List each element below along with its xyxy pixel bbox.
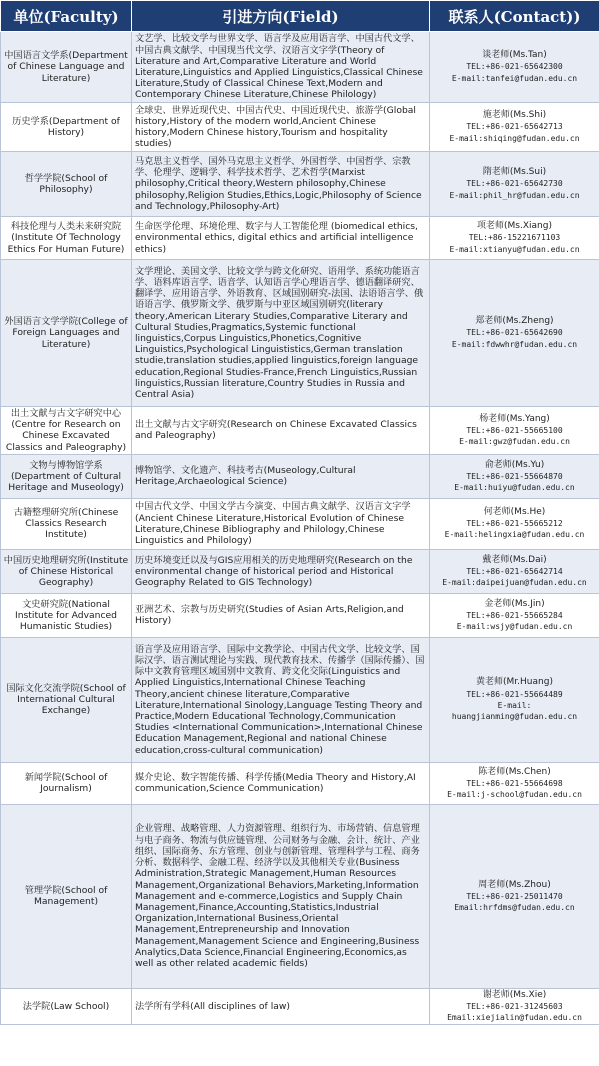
table-row <box>1 549 599 593</box>
field-cell: 马克思主义哲学、国外马克思主义哲学、外国哲学、中国哲学、宗教学、伦理学、逻辑学、科学技术哲学、艺术哲学(Marxist philosophy,Critical theory,Western philosophy,Chinese philosophy,Religion Studies,Ethics,Logic,Philosophy of Science and Technology,Philosophy-Art) <box>132 152 430 217</box>
contact-name: 施老师(Ms.Shi) <box>482 110 547 121</box>
field-cell: 博物馆学、文化遗产、科技考古(Museology,Cultural Heritage,Archaeological Science) <box>132 454 430 498</box>
contact-tel: TEL:+86-021-65642690 <box>466 328 563 338</box>
table-row <box>1 498 599 549</box>
faculty-cell: 文物与博物馆学系(Department of Cultural Heritage and Museology) <box>1 454 132 498</box>
field-cell: 中国古代文学、中国文学古今演变、中国古典文献学、汉语言文字学(Ancient Chinese Literature,Historical Evolution of Chinese Literature,Chinese Bibliography and Philology,Chinese Linguistics and Philology) <box>132 498 430 549</box>
contact-name: 戴老师(Ms.Dai) <box>482 554 547 565</box>
faculty-cell: 国际文化交流学院(School of International Cultural Exchange) <box>1 637 132 762</box>
contact-tel: TEL:+86-021-65642300 <box>466 62 563 72</box>
contact-name: 谢老师(Ms.Xie) <box>482 989 547 1000</box>
contact-name: 陈老师(Ms.Chen) <box>478 766 551 777</box>
header-faculty: 单位(Faculty) <box>1 1 132 32</box>
contact-cell <box>430 32 599 103</box>
contact-name: 黄老师(Mr.Huang) <box>476 677 553 688</box>
table-row <box>1 217 599 260</box>
table-row <box>1 593 599 637</box>
contact-tel: TEL:+86-15221671103 <box>468 233 561 243</box>
contact-email[interactable]: E-mail:wsjy@fudan.edu.cn <box>456 621 573 631</box>
contact-email[interactable]: E-mail:gwz@fudan.edu.cn <box>459 437 570 446</box>
faculty-cell: 中国语言文学系(Department of Chinese Language and Literature) <box>1 32 132 103</box>
table-row <box>1 637 599 762</box>
field-cell: 出土文献与古文字研究(Research on Chinese Excavated Classics and Paleography) <box>132 407 430 455</box>
faculty-cell: 管理学院(School of Management) <box>1 804 132 988</box>
table-row <box>1 152 599 217</box>
contact-cell <box>430 498 599 549</box>
field-cell: 亚洲艺术、宗教与历史研究(Studies of Asian Arts,Religion,and History) <box>132 593 430 637</box>
contact-tel: TEL:+86-021-65642730 <box>466 179 563 189</box>
table-row <box>1 454 599 498</box>
contact-name: 郑老师(Ms.Zheng) <box>475 316 554 327</box>
contact-name: 杨老师(Ms.Yang) <box>479 413 550 424</box>
field-cell: 法学所有学科(All disciplines of law) <box>132 988 430 1025</box>
contact-name: 周老师(Ms.Zhou) <box>478 879 551 890</box>
faculty-cell: 法学院(Law School) <box>1 988 132 1025</box>
faculty-cell: 古籍整理研究所(Chinese Classics Research Institute) <box>1 498 132 549</box>
table-row <box>1 804 599 988</box>
contact-tel: TEL:+86-021-55665284 <box>466 610 563 620</box>
contact-email[interactable]: Email:hrfdms@fudan.edu.cn <box>454 902 575 912</box>
header-field: 引进方向(Field) <box>132 1 430 32</box>
contact-email[interactable]: E-mail:shiqing@fudan.edu.cn <box>449 133 580 143</box>
table-row <box>1 32 599 103</box>
contact-email-address[interactable]: huangjianming@fudan.edu.cn <box>451 712 578 722</box>
table-row <box>1 260 599 407</box>
contact-email[interactable]: Email:xiejialin@fudan.edu.cn <box>447 1013 582 1023</box>
contact-name: 何老师(Ms.He) <box>483 507 546 517</box>
contact-tel: TEL:+86-021-55664698 <box>466 778 563 788</box>
contact-name: 俞老师(Ms.Yu) <box>484 459 545 470</box>
header-row <box>1 1 599 32</box>
contact-tel: TEL:+86-021-65642714 <box>466 566 563 576</box>
contact-email[interactable]: E-mail:daipeijuan@fudan.edu.cn <box>442 577 587 587</box>
field-cell: 企业管理、战略管理、人力资源管理、组织行为、市场营销、信息管理与电子商务、物流与供应链管理、公司财务与金融、会计、统计、产业组织、国际商务、东方管理、创业与创新管理、管理科学与工程、商务分析、数据科学、金融工程、经济学以及其他相关专业(Business Administration,Strategic Management,Human Resources Management,Organizational Behaviors,Marketing,Information Management and e-commerce,Logistics and Supply Chain Management,Finance,Accounting,Statistics,Industrial Organization,International Business,Oriental Management,Entrepreneurship and Innovation Management,Management Science and Engineering,Business Analytics,Data Science,Financial Engineering,Economics,as well as other related academic fields) <box>132 804 430 988</box>
faculty-cell: 哲学学院(School of Philosophy) <box>1 152 132 217</box>
field-cell: 媒介史论、数字智能传播、科学传播(Media Theory and History,AI communication,Science Communication) <box>132 762 430 804</box>
contact-tel: TEL:+86-021-65642713 <box>466 122 563 132</box>
table-row <box>1 103 599 152</box>
contact-cell <box>430 152 599 217</box>
contact-name: 隋老师(Ms.Sui) <box>482 167 547 178</box>
contact-tel: TEL:+86-021-55664489 <box>466 689 563 699</box>
faculty-cell: 科技伦理与人类未来研究院(Institute Of Technology Ethics For Human Future) <box>1 217 132 260</box>
field-cell: 生命医学伦理、环境伦理、数字与人工智能伦理 (biomedical ethics, environmental ethics, digital ethics and artificial intelligence ethics) <box>132 217 430 260</box>
table-row <box>1 762 599 804</box>
contact-name: 金老师(Ms.Jin) <box>484 598 545 609</box>
faculty-cell: 历史学系(Department of History) <box>1 103 132 152</box>
faculty-cell: 中国历史地理研究所(Institute of Chinese Historical Geography) <box>1 549 132 593</box>
field-cell: 文艺学、比较文学与世界文学、语言学及应用语言学、中国古代文学、中国古典文献学、中国现当代文学、汉语言文字学(Theory of Literature and Art,Comparative Literature and World Literature,Linguistics and Applied Linguistics,Classical Chinese Literature,Study of Classical Chinese Text,Modern and Contemporary Chinese Literature,Chinese Philology) <box>132 32 430 103</box>
faculty-cell: 出土文献与古文字研究中心(Centre for Research on Chinese Excavated Classics and Paleography) <box>1 407 132 455</box>
contact-cell <box>430 762 599 804</box>
faculty-cell: 外国语言文学学院(College of Foreign Languages and Literature) <box>1 260 132 407</box>
contact-cell <box>430 593 599 637</box>
contact-cell <box>430 804 599 988</box>
contact-name: 谈老师(Ms.Tan) <box>482 50 547 61</box>
contact-email[interactable]: E-mail:huiyu@fudan.edu.cn <box>454 482 575 492</box>
contact-email[interactable]: E-mail: <box>497 700 532 710</box>
contact-tel: TEL:+86-021-31245603 <box>466 1002 563 1012</box>
contact-cell <box>430 637 599 762</box>
contact-cell <box>430 103 599 152</box>
header-contact: 联系人(Contact)) <box>430 1 599 32</box>
contact-email[interactable]: E-mail:j-school@fudan.edu.cn <box>447 789 582 799</box>
contact-name: 项老师(Ms.Xiang) <box>477 221 552 232</box>
faculty-cell: 新闻学院(School of Journalism) <box>1 762 132 804</box>
table-row <box>1 988 599 1025</box>
contact-cell <box>430 454 599 498</box>
contact-cell <box>430 549 599 593</box>
contact-email[interactable]: E-mail:xtianyu@fudan.edu.cn <box>449 244 580 254</box>
contact-email[interactable]: E-mail:fdwwhr@fudan.edu.cn <box>451 339 578 349</box>
contact-cell <box>430 988 599 1025</box>
field-cell: 语言学及应用语言学、国际中文教学论、中国古代文学、比较文学、国际汉学、语言测试理论与实践、现代教育技术、传播学（国际传播）、国际中文教育管理区域国别中文教育、跨文化交际(Linguistics and Applied Linguistics,International Chinese Teaching Theory,ancient chinese literature,Comparative Literature,International Sinology,Language Testing Theory and Practice,Modern Educational Technology,Communication Studies <International Communication>,International Chinese Education Management,Regional and national Chinese education,cross-cultural communication) <box>132 637 430 762</box>
contact-tel: TEL:+86-021-55665212 <box>466 519 563 529</box>
contact-tel: TEL:+86-021-55665100 <box>466 425 563 435</box>
field-cell: 文学理论、美国文学、比较文学与跨文化研究、语用学、系统功能语言学、语料库语言学、语音学、认知语言学心理语言学、德语翻译研究、翻译学、应用语言学、外语教育、区域国别研究-法国、法语语言学、俄语语言学、俄罗斯文学、俄罗斯与中亚区域国别研究(literary theory,American Literary Studies,Comparative Literary and Cultural Studies,Pragmatics,Systemic functional linguistics,Corpus Linguistics,Phonetics,Cognitive Linguistics,Psychological Linguististics,German translation studie,translation studies,applied linguistics,foreign language education,Regional Studies-France,French Linguistics,Russian linguistics,Russian literature,Country Studies in Russia and Central Asia) <box>132 260 430 407</box>
contact-email[interactable]: E-mail:phil_hr@fudan.edu.cn <box>449 190 580 200</box>
contact-email[interactable]: E-mail:tanfei@fudan.edu.cn <box>451 73 578 83</box>
table-row <box>1 407 599 455</box>
contact-tel: TEL:+86-021-25011470 <box>466 891 563 901</box>
contact-cell <box>430 217 599 260</box>
contact-cell <box>430 260 599 407</box>
field-cell: 历史环境变迁以及与GIS应用相关的历史地理研究(Research on the environmental change of historical period and Historical Geography Related to GIS Technology) <box>132 549 430 593</box>
table-body <box>1 32 599 1025</box>
contact-cell <box>430 407 599 455</box>
contact-email[interactable]: E-mail:helingxia@fudan.edu.cn <box>444 530 585 540</box>
faculty-cell: 文史研究院(National Institute for Advanced Humanistic Studies) <box>1 593 132 637</box>
contact-tel: TEL:+86-021-55664870 <box>466 471 563 481</box>
field-cell: 全球史、世界近现代史、中国古代史、中国近现代史、旅游学(Global history,History of the modern world,Ancient Chinese history,Modern Chinese history,Tourism and hospitality studies) <box>132 103 430 152</box>
